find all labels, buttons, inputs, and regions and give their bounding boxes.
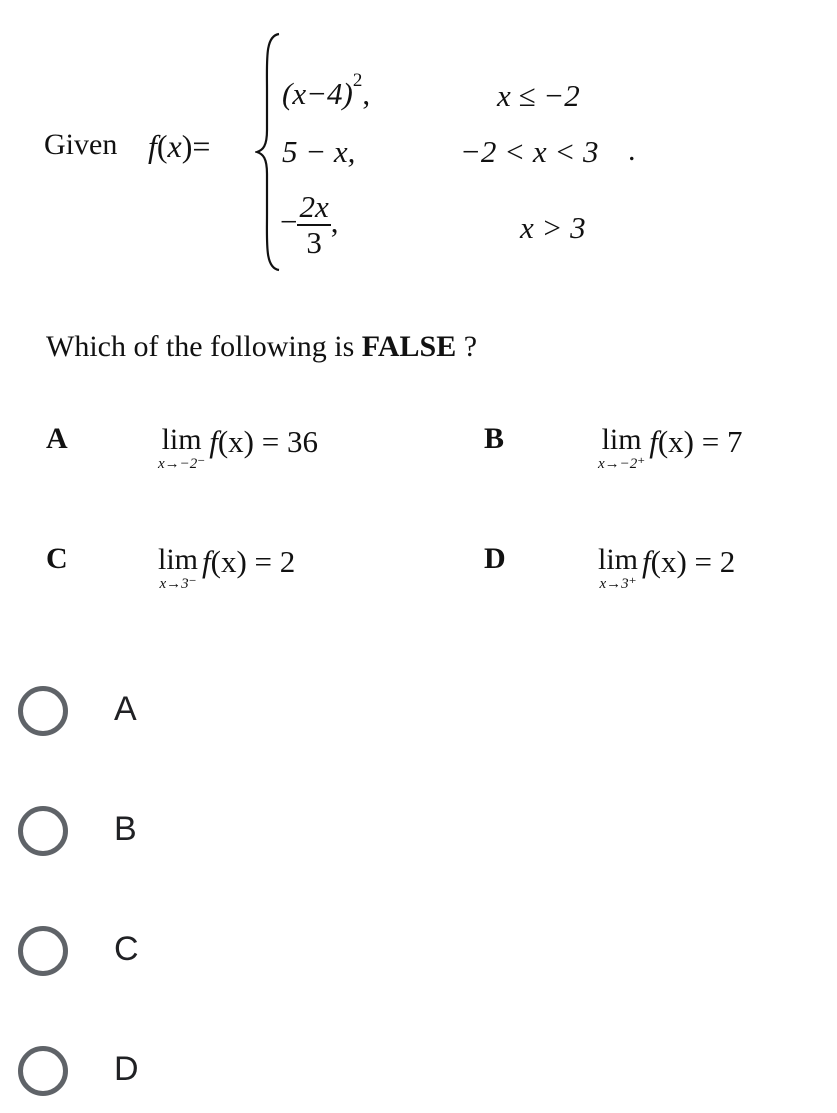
option-letter-d: D	[484, 542, 506, 575]
piece-1-expression: $(x-4)^2$,	[282, 70, 371, 111]
piece-3-denominator: 3	[306, 225, 322, 260]
option-b-limit-subscript: x→−2⁺	[598, 456, 646, 472]
option-letter-c: C	[46, 542, 68, 575]
radio-button-b[interactable]	[18, 806, 68, 856]
choice-d[interactable]	[18, 1046, 218, 1108]
function-name: f	[148, 128, 157, 164]
option-c-limit-subscript: x→3⁻	[159, 576, 197, 592]
piece-1-condition: x ≤ −2	[497, 78, 580, 113]
piece-1-exponent: 2	[352, 70, 363, 91]
choice-c-label[interactable]: C	[114, 930, 139, 968]
definition-period: .	[628, 134, 636, 167]
option-letter-b: B	[484, 422, 505, 455]
option-d-limit-subscript: x→3⁺	[599, 576, 637, 592]
function-variable: x	[167, 128, 182, 164]
function-definition-lhs	[148, 128, 210, 165]
open-paren: (	[156, 128, 168, 164]
radio-button-c[interactable]	[18, 926, 68, 976]
false-emphasis: FALSE	[361, 330, 457, 363]
equals-sign: =	[192, 128, 211, 164]
choice-a-label[interactable]: A	[114, 690, 137, 728]
choice-c[interactable]	[18, 926, 218, 988]
piece-3-condition: x > 3	[520, 210, 586, 245]
piece-3-numerator: 2x	[299, 189, 329, 224]
option-d-limit: lim x→3⁺ f(x) = 2	[598, 543, 736, 592]
choice-d-label[interactable]: D	[114, 1050, 139, 1088]
choice-b-label[interactable]: B	[114, 810, 137, 848]
choice-a[interactable]	[18, 686, 218, 748]
option-a-limit-subscript: x→−2⁻	[158, 456, 206, 472]
piece-2-expression: 5 − x,	[282, 134, 356, 169]
question-prompt: Which of the following is FALSE ?	[46, 330, 478, 363]
given-label: Given	[44, 128, 118, 161]
radio-button-d[interactable]	[18, 1046, 68, 1096]
option-c-limit: lim x→3⁻ f(x) = 2	[158, 543, 296, 592]
choice-b[interactable]	[18, 806, 218, 868]
close-paren: )	[181, 128, 193, 164]
radio-button-a[interactable]	[18, 686, 68, 736]
option-b-limit: lim x→−2⁺ f(x) = 7	[598, 423, 743, 472]
option-a-limit: lim x→−2⁻ f(x) = 36	[158, 423, 318, 472]
option-letter-a: A	[46, 422, 68, 455]
piece-2-condition: −2 < x < 3	[460, 134, 599, 169]
piece-3-expression: − $\frac{2x}{3}$ ,	[280, 189, 339, 260]
